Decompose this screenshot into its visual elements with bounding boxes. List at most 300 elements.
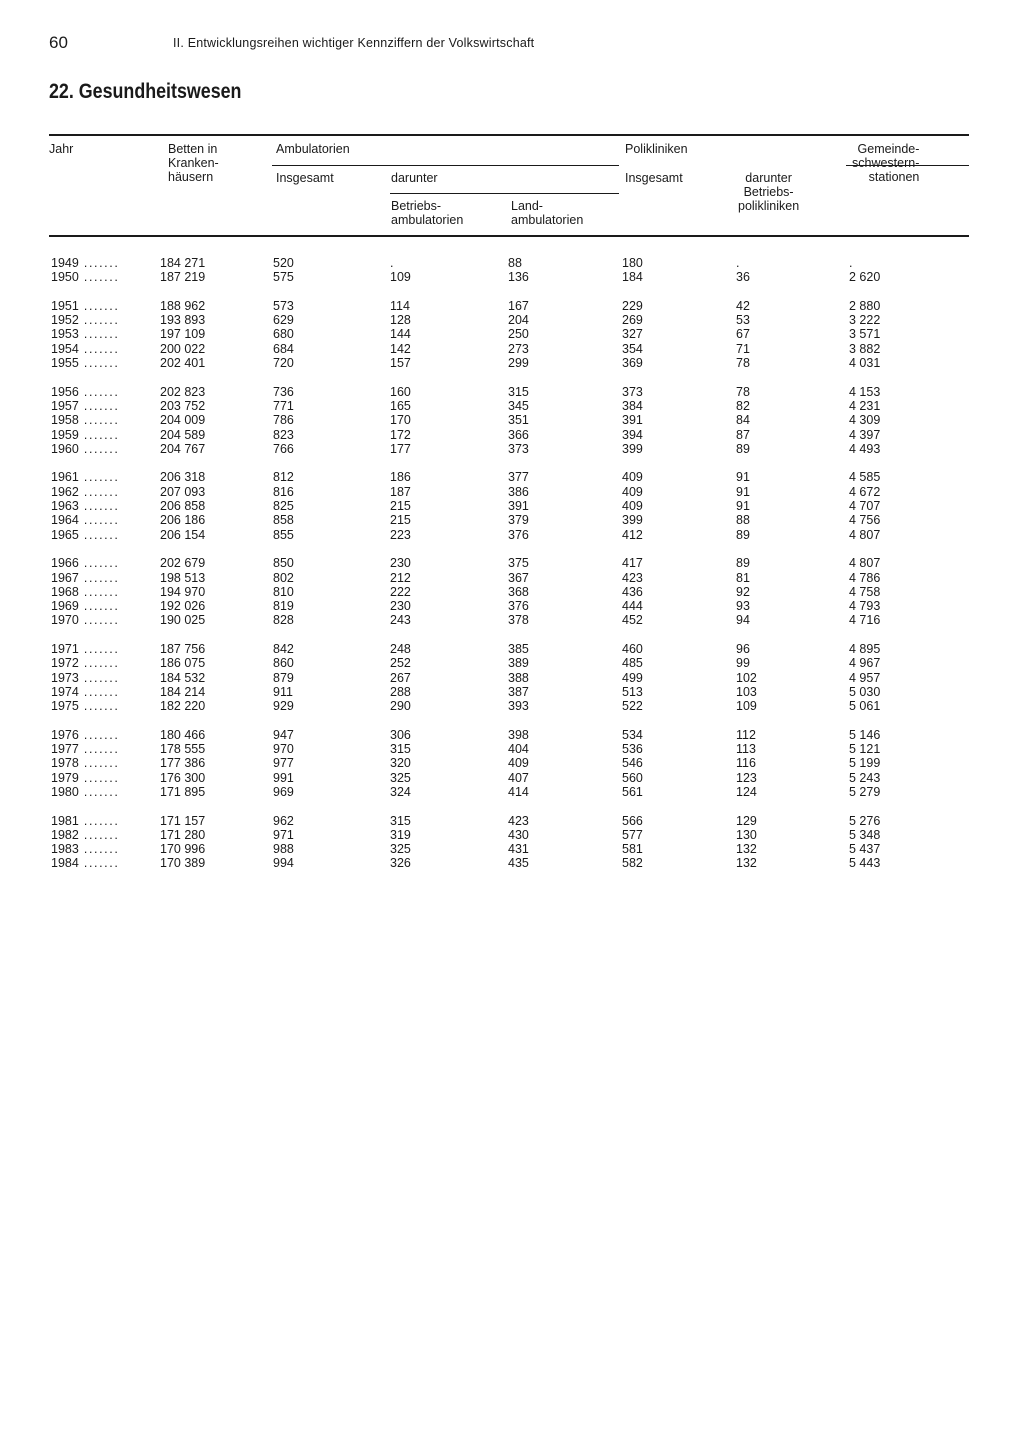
cell-ambulatorien-insgesamt: 858 <box>273 513 294 528</box>
header-bottom-rule <box>49 235 969 237</box>
cell-betriebsambulatorien: 315 <box>390 742 411 757</box>
leader-dots: ....... <box>78 684 120 699</box>
cell-year <box>51 413 141 427</box>
cell-betriebsambulatorien: 215 <box>390 499 411 514</box>
cell-gemeindeschwesternstationen: 4 807 <box>849 556 881 571</box>
cell-betten: 204 767 <box>160 441 206 456</box>
cell-betten: 198 513 <box>160 570 206 585</box>
leader-dots: ....... <box>78 384 120 399</box>
cell-betriebsambulatorien: 165 <box>390 398 411 413</box>
cell-betten: 171 280 <box>160 827 206 842</box>
table-row <box>0 313 1024 327</box>
table-row <box>0 327 1024 341</box>
cell-year <box>51 742 141 756</box>
cell-betriebsambulatorien: 172 <box>390 427 411 442</box>
cell-betriebsambulatorien: 230 <box>390 556 411 571</box>
cell-betriebsambulatorien: 157 <box>390 356 411 371</box>
cell-ambulatorien-insgesamt: 573 <box>273 298 294 313</box>
cell-landambulatorien: 315 <box>508 384 529 399</box>
leader-dots: ....... <box>78 784 120 799</box>
cell-betriebspolikliniken: 123 <box>736 770 757 785</box>
cell-polikliniken-insgesamt: 452 <box>622 613 643 628</box>
cell-betten: 171 895 <box>160 784 206 799</box>
year-label: 1971 <box>51 642 79 657</box>
cell-ambulatorien-insgesamt: 962 <box>273 813 294 828</box>
cell-gemeindeschwesternstationen: 2 620 <box>849 270 881 285</box>
cell-polikliniken-insgesamt: 399 <box>622 441 643 456</box>
leader-dots: ....... <box>78 842 120 857</box>
year-label: 1973 <box>51 670 79 685</box>
leader-dots: ....... <box>78 341 120 356</box>
cell-year <box>51 842 141 856</box>
cell-polikliniken-insgesamt: 399 <box>622 513 643 528</box>
cell-betten: 197 109 <box>160 327 206 342</box>
leader-dots: ....... <box>78 527 120 542</box>
table-row <box>0 728 1024 742</box>
cell-polikliniken-insgesamt: 560 <box>622 770 643 785</box>
cell-year <box>51 599 141 613</box>
cell-betriebspolikliniken: 89 <box>736 441 750 456</box>
cell-ambulatorien-insgesamt: 828 <box>273 613 294 628</box>
cell-gemeindeschwesternstationen: 4 758 <box>849 584 881 599</box>
data-table-body <box>0 256 1024 871</box>
cell-gemeindeschwesternstationen: 5 279 <box>849 784 881 799</box>
cell-betriebspolikliniken: 42 <box>736 298 750 313</box>
cell-gemeindeschwesternstationen: 4 309 <box>849 413 881 428</box>
table-row <box>0 585 1024 599</box>
cell-polikliniken-insgesamt: 581 <box>622 842 643 857</box>
cell-year <box>51 771 141 785</box>
cell-betten: 187 219 <box>160 270 206 285</box>
cell-year <box>51 556 141 570</box>
table-row <box>0 685 1024 699</box>
cell-polikliniken-insgesamt: 373 <box>622 384 643 399</box>
table-row <box>0 642 1024 656</box>
table-row <box>0 356 1024 370</box>
cell-year <box>51 385 141 399</box>
cell-gemeindeschwesternstationen: 4 031 <box>849 356 881 371</box>
year-label: 1978 <box>51 756 79 771</box>
table-row <box>0 556 1024 570</box>
running-head: II. Entwicklungsreihen wichtiger Kennziffern der Volkswirtschaft <box>173 36 535 50</box>
cell-betriebsambulatorien: 223 <box>390 527 411 542</box>
cell-ambulatorien-insgesamt: 684 <box>273 341 294 356</box>
table-top-rule <box>49 134 969 136</box>
cell-betriebspolikliniken: 129 <box>736 813 757 828</box>
leader-dots: ....... <box>78 398 120 413</box>
cell-ambulatorien-insgesamt: 720 <box>273 356 294 371</box>
cell-betriebspolikliniken: 94 <box>736 613 750 628</box>
cell-betriebsambulatorien: 212 <box>390 570 411 585</box>
cell-year <box>51 856 141 870</box>
table-row <box>0 470 1024 484</box>
cell-betriebsambulatorien: 306 <box>390 727 411 742</box>
cell-year <box>51 528 141 542</box>
cell-year <box>51 327 141 341</box>
cell-gemeindeschwesternstationen: 5 061 <box>849 699 881 714</box>
table-row <box>0 771 1024 785</box>
cell-year <box>51 499 141 513</box>
leader-dots: ....... <box>78 499 120 514</box>
cell-ambulatorien-insgesamt: 971 <box>273 827 294 842</box>
cell-betriebspolikliniken: 53 <box>736 313 750 328</box>
year-label: 1962 <box>51 484 79 499</box>
cell-landambulatorien: 373 <box>508 441 529 456</box>
cell-betriebspolikliniken: 78 <box>736 384 750 399</box>
year-label: 1958 <box>51 413 79 428</box>
header-betten: Betten in Kranken- häusern <box>168 142 219 184</box>
year-label: 1954 <box>51 341 79 356</box>
cell-gemeindeschwesternstationen: 5 443 <box>849 856 881 871</box>
cell-polikliniken-insgesamt: 354 <box>622 341 643 356</box>
cell-year <box>51 585 141 599</box>
year-label: 1965 <box>51 527 79 542</box>
year-label: 1955 <box>51 356 79 371</box>
cell-polikliniken-insgesamt: 327 <box>622 327 643 342</box>
year-label: 1984 <box>51 856 79 871</box>
cell-betten: 170 389 <box>160 856 206 871</box>
cell-ambulatorien-insgesamt: 520 <box>273 256 294 270</box>
cell-landambulatorien: 351 <box>508 413 529 428</box>
cell-landambulatorien: 376 <box>508 527 529 542</box>
cell-betriebsambulatorien: 186 <box>390 470 411 485</box>
cell-ambulatorien-insgesamt: 810 <box>273 584 294 599</box>
cell-betriebspolikliniken: 82 <box>736 398 750 413</box>
cell-betriebspolikliniken: 91 <box>736 499 750 514</box>
leader-dots: ....... <box>78 670 120 685</box>
cell-betriebspolikliniken: 84 <box>736 413 750 428</box>
cell-landambulatorien: 88 <box>508 256 522 270</box>
cell-ambulatorien-insgesamt: 629 <box>273 313 294 328</box>
cell-landambulatorien: 368 <box>508 584 529 599</box>
leader-dots: ....... <box>78 327 120 342</box>
table-row <box>0 756 1024 770</box>
cell-polikliniken-insgesamt: 534 <box>622 727 643 742</box>
cell-landambulatorien: 409 <box>508 756 529 771</box>
cell-landambulatorien: 385 <box>508 642 529 657</box>
leader-dots: ....... <box>78 441 120 456</box>
cell-betriebsambulatorien: 324 <box>390 784 411 799</box>
cell-ambulatorien-insgesamt: 812 <box>273 470 294 485</box>
cell-ambulatorien-insgesamt: 991 <box>273 770 294 785</box>
leader-dots: ....... <box>78 599 120 614</box>
cell-gemeindeschwesternstationen: 4 707 <box>849 499 881 514</box>
table-row <box>0 571 1024 585</box>
cell-betriebspolikliniken: 89 <box>736 556 750 571</box>
page-number: 60 <box>49 33 68 52</box>
cell-ambulatorien-insgesamt: 680 <box>273 327 294 342</box>
leader-dots: ....... <box>78 727 120 742</box>
cell-landambulatorien: 393 <box>508 699 529 714</box>
cell-betriebsambulatorien: 325 <box>390 842 411 857</box>
cell-gemeindeschwesternstationen: 4 397 <box>849 427 881 442</box>
header-polikliniken: Polikliniken <box>625 142 688 156</box>
leader-dots: ....... <box>78 513 120 528</box>
cell-betten: 202 823 <box>160 384 206 399</box>
cell-betriebsambulatorien: 128 <box>390 313 411 328</box>
cell-year <box>51 685 141 699</box>
cell-betriebsambulatorien: 144 <box>390 327 411 342</box>
cell-betten: 206 318 <box>160 470 206 485</box>
cell-landambulatorien: 386 <box>508 484 529 499</box>
cell-year <box>51 442 141 456</box>
cell-betriebspolikliniken: 87 <box>736 427 750 442</box>
table-title: 22. Gesundheitswesen <box>49 80 242 103</box>
cell-ambulatorien-insgesamt: 947 <box>273 727 294 742</box>
cell-ambulatorien-insgesamt: 802 <box>273 570 294 585</box>
leader-dots: ....... <box>78 856 120 871</box>
cell-landambulatorien: 404 <box>508 742 529 757</box>
header-ambulatorien: Ambulatorien <box>276 142 350 156</box>
year-label: 1957 <box>51 398 79 413</box>
table-row <box>0 485 1024 499</box>
header-amb-darunter: darunter <box>391 171 438 185</box>
table-row <box>0 256 1024 270</box>
cell-betten: 182 220 <box>160 699 206 714</box>
cell-gemeindeschwesternstationen: 4 585 <box>849 470 881 485</box>
table-row <box>0 442 1024 456</box>
table-row <box>0 385 1024 399</box>
cell-betten: 192 026 <box>160 599 206 614</box>
cell-landambulatorien: 435 <box>508 856 529 871</box>
cell-landambulatorien: 299 <box>508 356 529 371</box>
cell-ambulatorien-insgesamt: 988 <box>273 842 294 857</box>
table-row <box>0 413 1024 427</box>
leader-dots: ....... <box>78 770 120 785</box>
cell-betten: 204 589 <box>160 427 206 442</box>
cell-betriebsambulatorien: 315 <box>390 813 411 828</box>
cell-landambulatorien: 375 <box>508 556 529 571</box>
year-label: 1967 <box>51 570 79 585</box>
table-row <box>0 399 1024 413</box>
table-row <box>0 342 1024 356</box>
cell-gemeindeschwesternstationen: 3 222 <box>849 313 881 328</box>
cell-year <box>51 256 141 270</box>
cell-betten: 193 893 <box>160 313 206 328</box>
cell-polikliniken-insgesamt: 409 <box>622 470 643 485</box>
cell-betten: 194 970 <box>160 584 206 599</box>
cell-ambulatorien-insgesamt: 850 <box>273 556 294 571</box>
leader-dots: ....... <box>78 298 120 313</box>
cell-gemeindeschwesternstationen: 5 437 <box>849 842 881 857</box>
cell-betriebsambulatorien: 109 <box>390 270 411 285</box>
cell-betriebspolikliniken: 132 <box>736 842 757 857</box>
table-row <box>0 785 1024 799</box>
cell-ambulatorien-insgesamt: 819 <box>273 599 294 614</box>
year-label: 1964 <box>51 513 79 528</box>
darunter-rule <box>390 193 619 194</box>
cell-gemeindeschwesternstationen: 4 967 <box>849 656 881 671</box>
leader-dots: ....... <box>78 584 120 599</box>
header-poli-insgesamt: Insgesamt <box>625 171 683 185</box>
cell-ambulatorien-insgesamt: 736 <box>273 384 294 399</box>
cell-betriebspolikliniken: 81 <box>736 570 750 585</box>
cell-gemeindeschwesternstationen: 4 493 <box>849 441 881 456</box>
cell-betriebsambulatorien: 187 <box>390 484 411 499</box>
cell-betriebspolikliniken: 109 <box>736 699 757 714</box>
cell-betriebspolikliniken: 99 <box>736 656 750 671</box>
cell-gemeindeschwesternstationen: 5 276 <box>849 813 881 828</box>
cell-betten: 200 022 <box>160 341 206 356</box>
cell-betriebsambulatorien: 325 <box>390 770 411 785</box>
cell-betriebsambulatorien: 243 <box>390 613 411 628</box>
year-label: 1977 <box>51 742 79 757</box>
leader-dots: ....... <box>78 256 120 270</box>
cell-betten: 187 756 <box>160 642 206 657</box>
cell-ambulatorien-insgesamt: 855 <box>273 527 294 542</box>
year-label: 1949 <box>51 256 79 270</box>
leader-dots: ....... <box>78 756 120 771</box>
year-label: 1961 <box>51 470 79 485</box>
cell-landambulatorien: 431 <box>508 842 529 857</box>
cell-betriebspolikliniken: . <box>736 256 740 270</box>
cell-year <box>51 814 141 828</box>
leader-dots: ....... <box>78 742 120 757</box>
cell-ambulatorien-insgesamt: 970 <box>273 742 294 757</box>
cell-year <box>51 671 141 685</box>
cell-betten: 184 214 <box>160 684 206 699</box>
cell-gemeindeschwesternstationen: 4 716 <box>849 613 881 628</box>
cell-betriebsambulatorien: 177 <box>390 441 411 456</box>
cell-gemeindeschwesternstationen: . <box>849 256 853 270</box>
cell-polikliniken-insgesamt: 229 <box>622 298 643 313</box>
leader-dots: ....... <box>78 699 120 714</box>
cell-gemeindeschwesternstationen: 4 786 <box>849 570 881 585</box>
cell-betriebspolikliniken: 71 <box>736 341 750 356</box>
leader-dots: ....... <box>78 656 120 671</box>
header-amb-insgesamt: Insgesamt <box>276 171 334 185</box>
table-row <box>0 656 1024 670</box>
cell-betriebspolikliniken: 91 <box>736 470 750 485</box>
year-label: 1951 <box>51 298 79 313</box>
cell-ambulatorien-insgesamt: 766 <box>273 441 294 456</box>
cell-landambulatorien: 379 <box>508 513 529 528</box>
cell-betriebspolikliniken: 91 <box>736 484 750 499</box>
cell-polikliniken-insgesamt: 546 <box>622 756 643 771</box>
year-label: 1960 <box>51 441 79 456</box>
cell-year <box>51 313 141 327</box>
cell-betriebsambulatorien: 326 <box>390 856 411 871</box>
cell-landambulatorien: 136 <box>508 270 529 285</box>
cell-polikliniken-insgesamt: 180 <box>622 256 643 270</box>
cell-landambulatorien: 430 <box>508 827 529 842</box>
year-label: 1968 <box>51 584 79 599</box>
cell-betriebsambulatorien: 215 <box>390 513 411 528</box>
leader-dots: ....... <box>78 642 120 657</box>
cell-betriebsambulatorien: 319 <box>390 827 411 842</box>
ambulatorien-rule <box>272 165 619 166</box>
table-row <box>0 699 1024 713</box>
cell-betriebspolikliniken: 88 <box>736 513 750 528</box>
year-label: 1959 <box>51 427 79 442</box>
cell-ambulatorien-insgesamt: 879 <box>273 670 294 685</box>
cell-polikliniken-insgesamt: 485 <box>622 656 643 671</box>
cell-betten: 206 858 <box>160 499 206 514</box>
cell-gemeindeschwesternstationen: 4 231 <box>849 398 881 413</box>
leader-dots: ....... <box>78 313 120 328</box>
cell-year <box>51 656 141 670</box>
leader-dots: ....... <box>78 484 120 499</box>
cell-polikliniken-insgesamt: 522 <box>622 699 643 714</box>
cell-year <box>51 571 141 585</box>
table-row <box>0 499 1024 513</box>
cell-landambulatorien: 378 <box>508 613 529 628</box>
cell-year <box>51 728 141 742</box>
cell-landambulatorien: 407 <box>508 770 529 785</box>
cell-betten: 206 154 <box>160 527 206 542</box>
table-row <box>0 814 1024 828</box>
year-label: 1979 <box>51 770 79 785</box>
table-row <box>0 528 1024 542</box>
cell-ambulatorien-insgesamt: 994 <box>273 856 294 871</box>
cell-year <box>51 270 141 284</box>
cell-polikliniken-insgesamt: 566 <box>622 813 643 828</box>
cell-ambulatorien-insgesamt: 969 <box>273 784 294 799</box>
cell-polikliniken-insgesamt: 394 <box>622 427 643 442</box>
cell-gemeindeschwesternstationen: 4 672 <box>849 484 881 499</box>
cell-betriebspolikliniken: 78 <box>736 356 750 371</box>
cell-betten: 180 466 <box>160 727 206 742</box>
cell-ambulatorien-insgesamt: 842 <box>273 642 294 657</box>
cell-year <box>51 785 141 799</box>
table-row <box>0 299 1024 313</box>
cell-year <box>51 513 141 527</box>
cell-polikliniken-insgesamt: 184 <box>622 270 643 285</box>
header-gemeindeschwestern: Gemeinde- schwestern- stationen <box>852 142 920 184</box>
cell-polikliniken-insgesamt: 582 <box>622 856 643 871</box>
cell-betriebsambulatorien: 288 <box>390 684 411 699</box>
cell-landambulatorien: 273 <box>508 341 529 356</box>
cell-polikliniken-insgesamt: 436 <box>622 584 643 599</box>
cell-gemeindeschwesternstationen: 5 146 <box>849 727 881 742</box>
cell-ambulatorien-insgesamt: 911 <box>273 684 293 699</box>
year-label: 1980 <box>51 784 79 799</box>
year-label: 1982 <box>51 827 79 842</box>
cell-betten: 170 996 <box>160 842 206 857</box>
cell-betriebsambulatorien: 290 <box>390 699 411 714</box>
year-label: 1969 <box>51 599 79 614</box>
cell-betten: 178 555 <box>160 742 206 757</box>
cell-polikliniken-insgesamt: 444 <box>622 599 643 614</box>
table-row <box>0 742 1024 756</box>
cell-betriebsambulatorien: 267 <box>390 670 411 685</box>
cell-gemeindeschwesternstationen: 5 348 <box>849 827 881 842</box>
cell-year <box>51 485 141 499</box>
leader-dots: ....... <box>78 827 120 842</box>
cell-gemeindeschwesternstationen: 4 793 <box>849 599 881 614</box>
cell-landambulatorien: 250 <box>508 327 529 342</box>
cell-polikliniken-insgesamt: 384 <box>622 398 643 413</box>
cell-polikliniken-insgesamt: 460 <box>622 642 643 657</box>
cell-betriebsambulatorien: 142 <box>390 341 411 356</box>
cell-gemeindeschwesternstationen: 4 153 <box>849 384 881 399</box>
cell-polikliniken-insgesamt: 417 <box>622 556 643 571</box>
cell-landambulatorien: 391 <box>508 499 529 514</box>
year-label: 1963 <box>51 499 79 514</box>
year-label: 1974 <box>51 684 79 699</box>
cell-year <box>51 699 141 713</box>
leader-dots: ....... <box>78 813 120 828</box>
cell-betriebspolikliniken: 132 <box>736 856 757 871</box>
cell-betten: 202 401 <box>160 356 206 371</box>
cell-betriebsambulatorien: 248 <box>390 642 411 657</box>
cell-betriebsambulatorien: 230 <box>390 599 411 614</box>
cell-polikliniken-insgesamt: 391 <box>622 413 643 428</box>
header-poli-darunter: darunter Betriebs- polikliniken <box>738 171 800 213</box>
cell-gemeindeschwesternstationen: 5 121 <box>849 742 881 757</box>
cell-betten: 184 271 <box>160 256 206 270</box>
cell-betriebspolikliniken: 124 <box>736 784 757 799</box>
